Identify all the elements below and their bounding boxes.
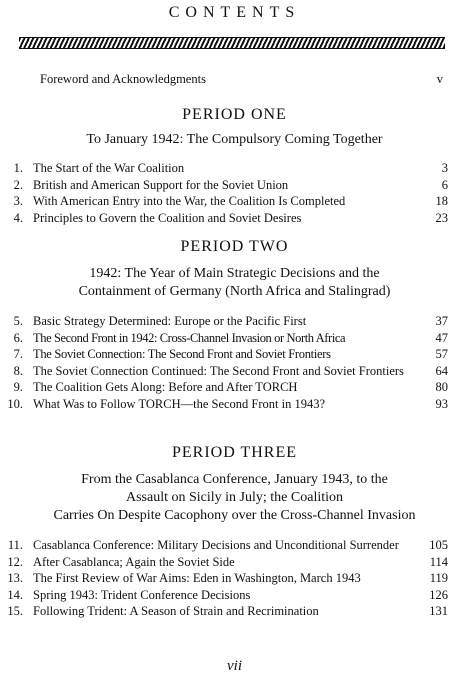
period-three-subtitle — [10, 471, 459, 525]
chapter-number: 10. — [7, 396, 23, 411]
chapter-entry — [4, 379, 448, 396]
foreword-page: v — [436, 72, 443, 86]
chapter-number: 15. — [7, 604, 23, 618]
chapter-number: 4. — [13, 210, 23, 225]
chapter-title: Casablanca Conference: Military Decisions and Unconditional Surrender — [33, 538, 399, 552]
page-number: vii — [227, 658, 242, 674]
chapter-page: 119 — [429, 571, 448, 585]
chapter-entry — [4, 177, 448, 194]
chapter-entry — [4, 396, 448, 413]
chapter-page: 18 — [435, 194, 448, 208]
subtitle-line: To January 1942: The Compulsory Coming Together — [86, 132, 383, 147]
page-title: CONTENTS — [168, 4, 301, 21]
chapter-title: Principles to Govern the Coalition and Soviet Desires — [33, 210, 302, 225]
chapter-page: 3 — [441, 161, 448, 175]
period-two-chapters — [4, 313, 448, 412]
chapter-page: 131 — [429, 604, 448, 618]
chapter-page: 64 — [435, 363, 448, 378]
subtitle-line: From the Casablanca Conference, January 1943, to the — [81, 472, 388, 487]
chapter-number: 7. — [13, 347, 23, 361]
period-one-subtitle — [10, 131, 459, 149]
chapter-number: 14. — [7, 587, 23, 602]
toc-entry-foreword — [40, 72, 443, 87]
chapter-title: Basic Strategy Determined: Europe or the Pacific First — [33, 314, 307, 328]
period-two-heading: PERIOD TWO — [180, 238, 289, 255]
chapter-page: 23 — [435, 210, 448, 225]
chapter-number: 11. — [7, 538, 23, 552]
chapter-page: 126 — [429, 587, 448, 602]
chapter-title: The Soviet Connection: The Second Front and Soviet Frontiers — [33, 347, 331, 361]
chapter-entry — [4, 346, 448, 363]
chapter-title: The Soviet Connection Continued: The Second Front and Soviet Frontiers — [33, 363, 404, 378]
chapter-entry — [4, 570, 448, 587]
chapter-entry — [4, 210, 448, 227]
chapter-entry — [4, 554, 448, 571]
chapter-number: 3. — [13, 194, 23, 208]
chapter-title: The Second Front in 1942: Cross-Channel Invasion or North Africa — [33, 330, 346, 345]
chapter-page: 80 — [435, 380, 448, 394]
chapter-number: 9. — [13, 380, 23, 394]
chapter-title: Following Trident: A Season of Strain and Recrimination — [33, 604, 319, 618]
period-three-heading: PERIOD THREE — [171, 444, 298, 461]
chapter-entry — [4, 193, 448, 210]
chapter-title: The First Review of War Aims: Eden in Washington, March 1943 — [33, 571, 361, 585]
foreword-title: Foreword and Acknowledgments — [40, 72, 206, 86]
chapter-entry — [4, 330, 448, 347]
chapter-number: 12. — [7, 554, 23, 569]
chapter-page: 105 — [429, 538, 448, 552]
subtitle-line: Carries On Despite Cacophony over the Cross-Channel Invasion — [53, 508, 416, 523]
chapter-entry — [4, 313, 448, 330]
chapter-page: 114 — [429, 554, 448, 569]
chapter-page: 93 — [435, 396, 448, 411]
chapter-number: 6. — [13, 330, 23, 345]
chapter-number: 8. — [13, 363, 23, 378]
chapter-title: With American Entry into the War, the Coalition Is Completed — [33, 194, 346, 208]
chapter-entry — [4, 537, 448, 554]
chapter-entry — [4, 160, 448, 177]
period-two-subtitle — [10, 265, 459, 301]
chapter-number: 5. — [13, 314, 23, 328]
chapter-page: 6 — [441, 177, 448, 192]
chapter-title: The Coalition Gets Along: Before and After TORCH — [33, 380, 298, 394]
chapter-title: Spring 1943: Trident Conference Decisions — [33, 587, 251, 602]
period-one-chapters — [4, 160, 448, 226]
subtitle-line: 1942: The Year of Main Strategic Decisions and the — [89, 266, 380, 281]
chapter-number: 2. — [13, 177, 23, 192]
subtitle-line: Assault on Sicily in July; the Coalition — [126, 490, 343, 505]
chapter-title: After Casablanca; Again the Soviet Side — [33, 554, 235, 569]
chapter-entry — [4, 603, 448, 620]
chapter-entry — [4, 363, 448, 380]
chapter-page: 37 — [435, 314, 448, 328]
chapter-title: The Start of the War Coalition — [33, 161, 185, 175]
chapter-number: 1. — [13, 161, 23, 175]
subtitle-line: Containment of Germany (North Africa and Stalingrad) — [78, 284, 391, 299]
chapter-entry — [4, 587, 448, 604]
period-three-chapters — [4, 537, 448, 620]
period-one-heading: PERIOD ONE — [182, 106, 287, 123]
decorative-rule — [19, 37, 445, 49]
chapter-number: 13. — [7, 571, 23, 585]
chapter-page: 47 — [435, 330, 448, 345]
chapter-title: What Was to Follow TORCH—the Second Front in 1943? — [33, 396, 326, 411]
chapter-title: British and American Support for the Soviet Union — [33, 177, 289, 192]
chapter-page: 57 — [435, 347, 448, 361]
